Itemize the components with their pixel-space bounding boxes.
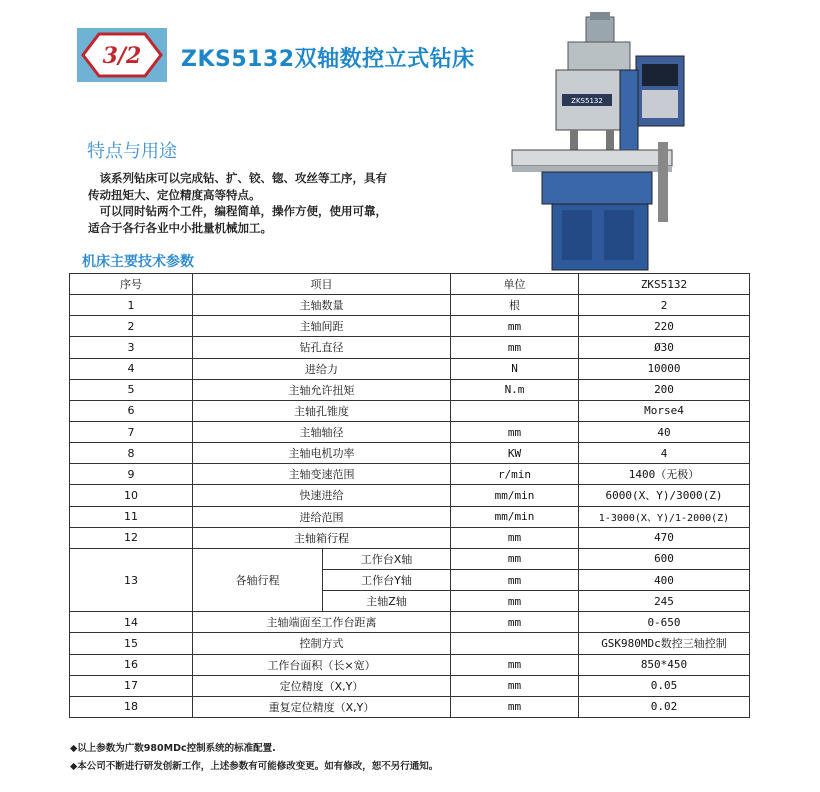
row-value: 220 [579,316,750,337]
row-unit: 根 [451,295,579,316]
row-value: 6000(X、Y)/3000(Z) [579,485,750,506]
table-header-row [70,274,750,295]
row-no: 13 [70,548,193,611]
row-unit [451,633,579,654]
row-value: 0.05 [579,675,750,696]
row-unit: r/min [451,464,579,485]
row-unit: mm [451,316,579,337]
row-no: 10 [70,485,193,506]
table-row [70,485,750,506]
table-row [70,696,750,717]
row-value: 600 [579,548,750,569]
table-row [70,421,750,442]
features-line: 适合于各行各业中小批量机械加工。 [88,220,272,235]
row-value: 0.02 [579,696,750,717]
header-item: 项目 [193,274,451,295]
table-row [70,358,750,379]
specs-table [69,273,750,718]
row-unit: mm [451,591,579,612]
row-item: 主轴端面至工作台距离 [193,612,451,633]
header-model: ZKS5132 [579,274,750,295]
table-row [70,654,750,675]
row-no: 17 [70,675,193,696]
row-no: 12 [70,527,193,548]
machine-photo [508,12,693,274]
company-logo [77,28,167,82]
row-item: 主轴变速范围 [193,464,451,485]
header-no: 序号 [70,274,193,295]
row-value: 4 [579,443,750,464]
row-value: Ø30 [579,337,750,358]
row-unit: mm [451,548,579,569]
row-no: 18 [70,696,193,717]
features-line: 该系列钻床可以完成钻、扩、铰、锪、攻丝等工序，具有 [88,171,387,185]
table-row [70,548,750,569]
row-subitem: 工作台Y轴 [323,569,451,590]
row-unit: N [451,358,579,379]
row-item: 主轴电机功率 [193,443,451,464]
row-value: 0-650 [579,612,750,633]
row-unit: mm [451,527,579,548]
row-item: 各轴行程 [193,548,323,611]
footnotes [70,740,438,776]
row-item: 定位精度（X,Y） [193,675,451,696]
table-row [70,633,750,654]
row-subitem: 主轴Z轴 [323,591,451,612]
row-subitem: 工作台X轴 [323,548,451,569]
features-line: 传动扭矩大、定位精度高等特点。 [88,187,261,202]
logo-icon [77,28,167,82]
row-item: 主轴间距 [193,316,451,337]
row-no: 8 [70,443,193,464]
row-unit: mm [451,654,579,675]
row-item: 快速进给 [193,485,451,506]
table-row [70,506,750,527]
row-item: 主轴箱行程 [193,527,451,548]
table-row [70,464,750,485]
row-value: 200 [579,379,750,400]
row-unit: mm [451,675,579,696]
table-row [70,675,750,696]
machine-panel-label: ZKS5132 [571,97,603,105]
footnote: ◆本公司不断进行研发创新工作，上述参数有可能修改变更。如有修改，恕不另行通知。 [70,761,439,772]
table-row [70,400,750,421]
logo-glyph: 3/2 [102,43,142,69]
row-value: 850*450 [579,654,750,675]
row-unit [451,400,579,421]
row-value: 2 [579,295,750,316]
row-value: 40 [579,421,750,442]
row-value: 470 [579,527,750,548]
row-no: 2 [70,316,193,337]
row-value: 1-3000(X、Y)/1-2000(Z) [579,506,750,527]
table-row [70,527,750,548]
table-row [70,379,750,400]
row-unit: mm [451,421,579,442]
row-no: 4 [70,358,193,379]
row-value: 400 [579,569,750,590]
row-no: 16 [70,654,193,675]
row-item: 工作台面积（长×宽） [193,654,451,675]
drill-machine-icon [508,12,693,274]
row-item: 主轴数量 [193,295,451,316]
table-row [70,295,750,316]
row-value: Morse4 [579,400,750,421]
table-row [70,337,750,358]
row-unit: mm [451,337,579,358]
row-no: 3 [70,337,193,358]
row-unit: mm [451,569,579,590]
row-item: 控制方式 [193,633,451,654]
table-row [70,443,750,464]
features-heading: 特点与用途 [87,141,177,162]
row-unit: mm/min [451,506,579,527]
row-no: 1 [70,295,193,316]
table-row [70,316,750,337]
row-item: 进给范围 [193,506,451,527]
row-no: 14 [70,612,193,633]
row-item: 主轴轴径 [193,421,451,442]
row-unit: KW [451,443,579,464]
footnote: ◆以上参数为广数980MDc控制系统的标准配置. [70,743,276,754]
row-unit: N.m [451,379,579,400]
row-no: 11 [70,506,193,527]
row-value: 10000 [579,358,750,379]
row-no: 9 [70,464,193,485]
row-no: 6 [70,400,193,421]
features-line: 可以同时钻两个工件，编程简单，操作方便，使用可靠， [88,204,387,218]
row-value: 245 [579,591,750,612]
header-unit: 单位 [451,274,579,295]
row-item: 重复定位精度（X,Y） [193,696,451,717]
row-item: 进给力 [193,358,451,379]
row-item: 主轴允许扭矩 [193,379,451,400]
row-unit: mm/min [451,485,579,506]
table-row [70,612,750,633]
row-unit: mm [451,696,579,717]
specs-heading: 机床主要技术参数 [82,254,194,270]
row-value: 1400（无极） [579,464,750,485]
features-text [88,170,408,236]
row-value: GSK980MDc数控三轴控制 [579,633,750,654]
row-unit: mm [451,612,579,633]
page-title: ZKS5132双轴数控立式钻床 [181,47,475,72]
row-no: 7 [70,421,193,442]
row-no: 5 [70,379,193,400]
row-item: 钻孔直径 [193,337,451,358]
row-no: 15 [70,633,193,654]
row-item: 主轴孔锥度 [193,400,451,421]
